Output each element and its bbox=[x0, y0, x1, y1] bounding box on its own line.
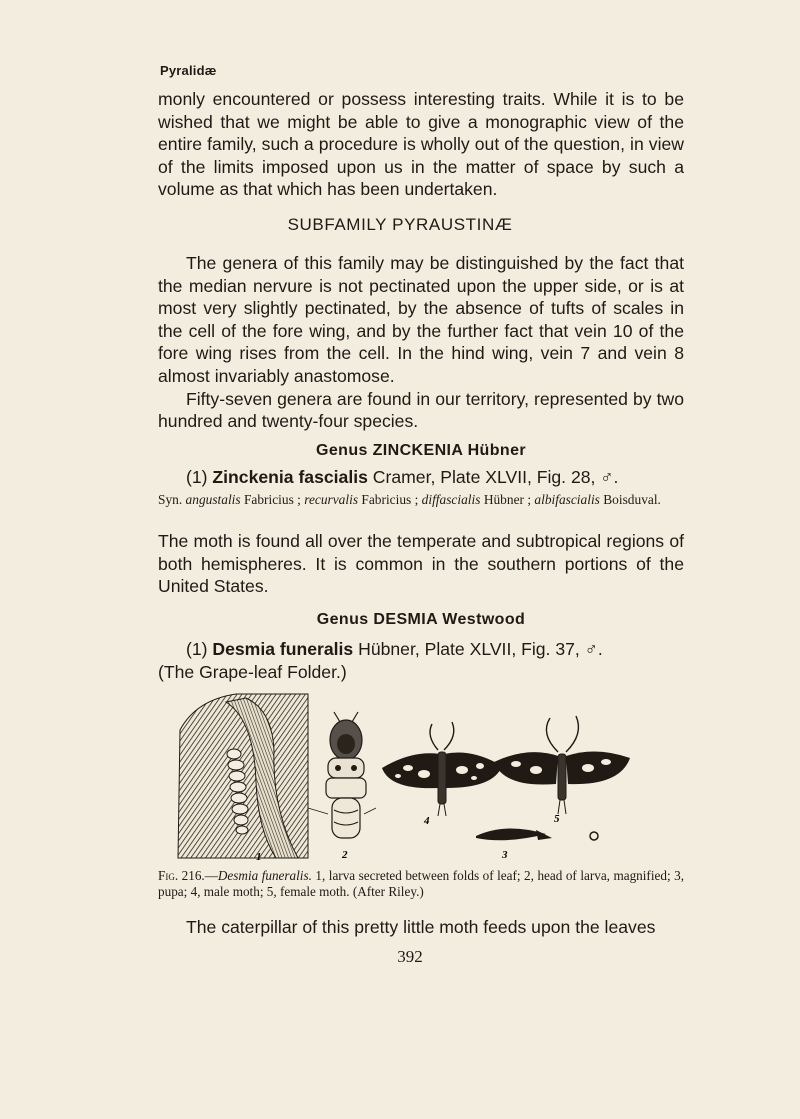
genus-heading-zinckenia: Genus ZINCKENIA Hübner bbox=[316, 442, 526, 459]
species-entry-zinckenia bbox=[186, 466, 686, 489]
subfamily-heading: SUBFAMILY PYRAUSTINÆ bbox=[287, 215, 513, 234]
intro-paragraph: monly encountered or possess interesting traits. While it is to be wished that we might be able to give a monographic view of the entire family, such a procedure is wholly out of the question, in view of the limits imposed upon us in the matter of space by such a volume as that which has been undertaken. bbox=[158, 89, 684, 200]
species-name: Zinckenia fascialis bbox=[212, 467, 368, 487]
svg-text:2: 2 bbox=[342, 849, 348, 861]
subfamily-paragraph-1: The genera of this family may be distinguished by the fact that the median nervure is not pectinated upon the upper side, or is at most very slightly pectinated, by the absence of tufts of scales in the cell of the fore wing, and by the further fact that vein 10 of the fore wing rises from the cell. In the hind wing, vein 7 and vein 8 almost invariably anastomose. bbox=[158, 253, 684, 386]
subfamily-paragraph-2: Fifty-seven genera are found in our territory, represented by two hundred and twenty-four species. bbox=[158, 388, 684, 432]
genus-heading-desmia: Genus DESMIA Westwood bbox=[316, 611, 526, 628]
female-moth-drawing bbox=[494, 716, 630, 825]
running-head: Pyralidæ bbox=[160, 63, 217, 78]
subfamily-description bbox=[158, 252, 684, 433]
svg-text:1: 1 bbox=[256, 851, 262, 862]
svg-text:3: 3 bbox=[502, 849, 508, 861]
figure-216-illustration bbox=[176, 690, 636, 862]
svg-text:5: 5 bbox=[554, 813, 560, 825]
species-number: (1) bbox=[186, 467, 208, 487]
synonyms-zinckenia: Syn. angustalis Fabricius ; recurvalis Fabricius ; diffascialis Hübner ; albifascialis Boisduval. bbox=[158, 492, 661, 507]
svg-text:4: 4 bbox=[424, 815, 430, 827]
larva-in-leaf-drawing bbox=[178, 694, 308, 862]
closing-paragraph: The caterpillar of this pretty little moth feeds upon the leaves bbox=[186, 917, 656, 937]
species-reference: Hübner, Plate XLVII, Fig. 37, ♂. bbox=[358, 639, 603, 659]
species-entry-desmia bbox=[186, 638, 686, 661]
pupa-drawing bbox=[476, 828, 598, 861]
species-name: Desmia funeralis bbox=[212, 639, 354, 659]
figure-caption: Fig. 216.—Desmia funeralis. 1, larva secreted between folds of leaf; 2, head of larva, magnified; 3, pupa; 4, male moth; 5, female moth. (After Riley.) bbox=[158, 868, 684, 899]
larva-head-drawing bbox=[308, 712, 376, 861]
page-number: 392 bbox=[397, 947, 423, 966]
male-moth-drawing bbox=[382, 722, 502, 827]
zinckenia-paragraph: The moth is found all over the temperate and subtropical regions of both hemispheres. It is common in the southern portions of the United States. bbox=[158, 531, 684, 597]
species-reference: Cramer, Plate XLVII, Fig. 28, ♂. bbox=[372, 467, 619, 487]
species-number: (1) bbox=[186, 639, 208, 659]
common-name-desmia: (The Grape-leaf Folder.) bbox=[158, 662, 347, 682]
